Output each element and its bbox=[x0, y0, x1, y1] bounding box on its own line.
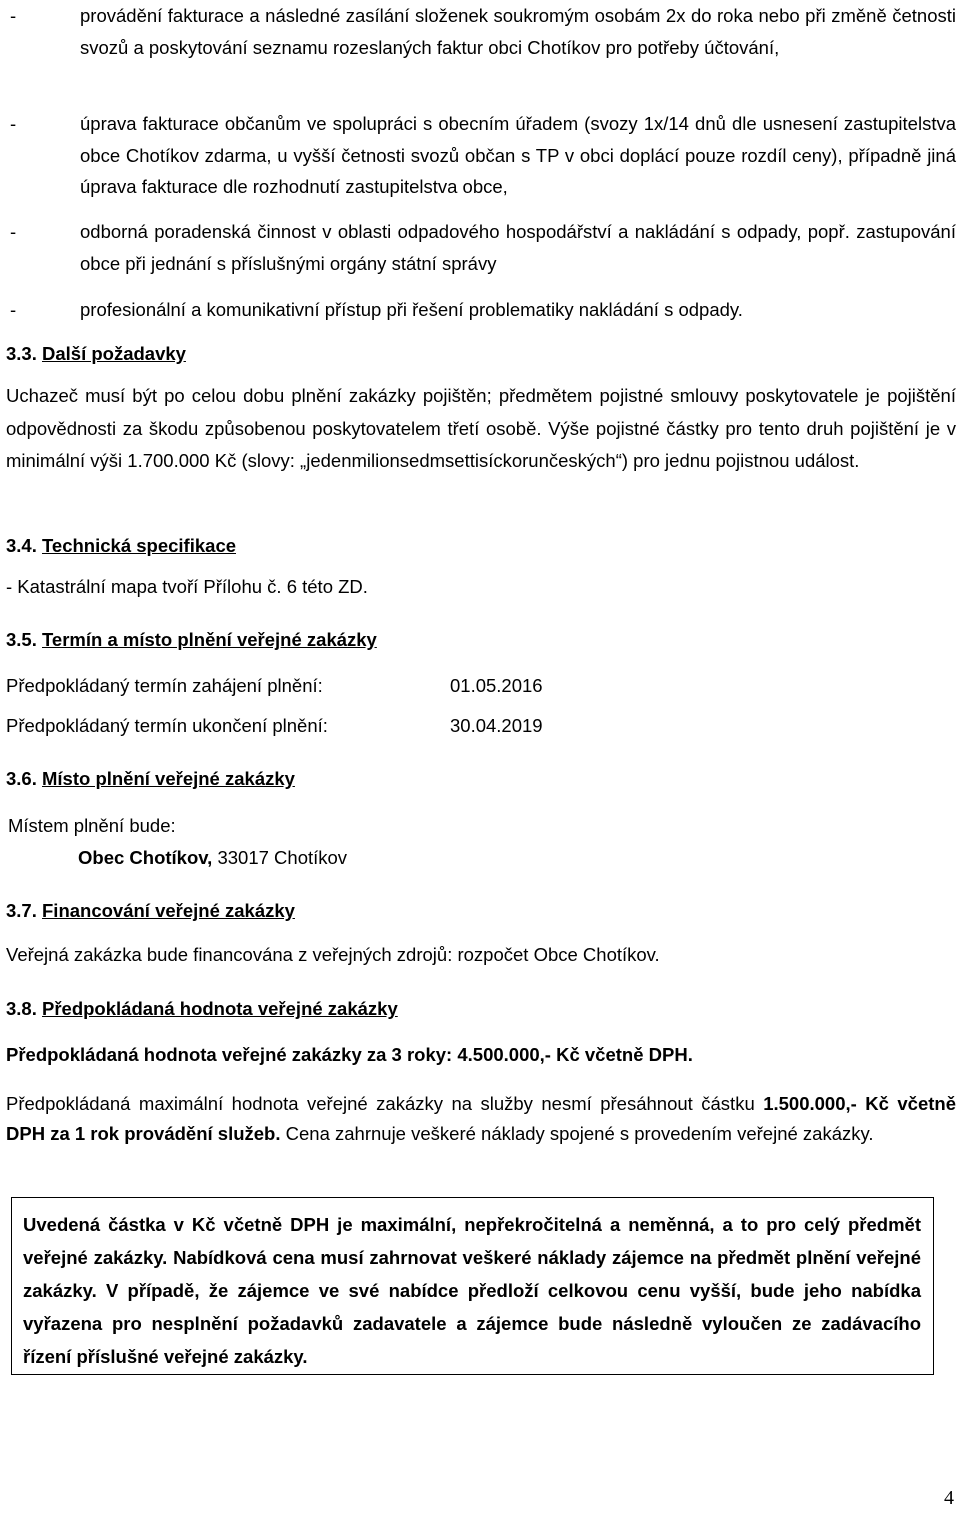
section-heading-3-4 bbox=[6, 534, 236, 558]
place-label: Místem plnění bude: bbox=[8, 815, 176, 836]
bullet-text: odborná poradenská činnost v oblasti odpadového hospodářství a nakládání s odpady, popř. zastupování obce při jednání s příslušnými orgány státní správy bbox=[80, 221, 956, 274]
section-number: 3.8. bbox=[6, 998, 37, 1019]
place-value bbox=[78, 846, 347, 870]
bullet-item-invoicing-adjustment bbox=[10, 108, 956, 203]
bullet-dash: - bbox=[10, 221, 17, 242]
start-date-value: 01.05.2016 bbox=[450, 675, 543, 696]
bullet-text: úprava fakturace občanům ve spolupráci s obecním úřadem (svozy 1x/14 dnů dle usnesení zastupitelstva obce Chotíkov zdarma, u vyšší četnosti svozů občan s TP v obci doplácí pouze rozdíl ceny), případně jiná úprava fakturace dle rozhodnutí zastupitelstva obce, bbox=[80, 113, 956, 197]
max-value-paragraph bbox=[6, 1089, 956, 1149]
section-heading-3-6 bbox=[6, 767, 295, 791]
financing-text: Veřejná zakázka bude financována z veřejných zdrojů: rozpočet Obce Chotíkov. bbox=[6, 944, 660, 965]
max-value-text-a: Předpokládaná maximální hodnota veřejné zakázky na služby nesmí přesáhnout částku bbox=[6, 1093, 764, 1114]
section-title: Předpokládaná hodnota veřejné zakázky bbox=[42, 998, 398, 1019]
start-date-label: Předpokládaný termín zahájení plnění: bbox=[6, 675, 323, 696]
section-title: Technická specifikace bbox=[42, 535, 237, 556]
page-number: 4 bbox=[944, 1487, 954, 1509]
bullet-dash: - bbox=[10, 113, 17, 134]
bullet-item-approach bbox=[10, 294, 956, 326]
bullet-dash: - bbox=[10, 299, 17, 320]
bullet-text: profesionální a komunikativní přístup při řešení problematiky nakládání s odpady. bbox=[80, 299, 743, 320]
section-title: Termín a místo plnění veřejné zakázky bbox=[42, 629, 377, 650]
end-date-row bbox=[6, 714, 543, 738]
bullet-dash: - bbox=[10, 5, 17, 26]
place-address: 33017 Chotíkov bbox=[212, 847, 348, 868]
start-date-row bbox=[6, 674, 543, 698]
section-heading-3-3 bbox=[6, 342, 186, 366]
bullet-text: provádění fakturace a následné zasílání složenek soukromým osobám 2x do roka nebo při změně četnosti svozů a poskytování seznamu rozeslaných faktur obci Chotíkov pro potřeby účtování, bbox=[80, 5, 956, 58]
end-date-value: 30.04.2019 bbox=[450, 715, 543, 736]
section-title: Místo plnění veřejné zakázky bbox=[42, 768, 295, 789]
section-title: Financování veřejné zakázky bbox=[42, 900, 295, 921]
section-heading-3-7 bbox=[6, 899, 295, 923]
price-notice-box: Uvedená částka v Kč včetně DPH je maximální, nepřekročitelná a neměnná, a to pro celý předmět veřejné zakázky. Nabídková cena musí zahrnovat veškeré náklady zájemce na předmět plnění veřejné zakázky. V případě, že zájemce ve své nabídce předloží celkovou cenu vyšší, bude jeho nabídka vyřazena pro nesplnění požadavků zadavatele a zájemce bude následně vyloučen ze zadávacího řízení příslušné veřejné zakázky. bbox=[11, 1197, 934, 1375]
section-number: 3.7. bbox=[6, 900, 37, 921]
max-value-text-c: Cena zahrnuje veškeré náklady spojené s provedením veřejné zakázky. bbox=[280, 1123, 874, 1144]
bullet-item-consulting bbox=[10, 216, 956, 279]
cadastral-map-bullet: - Katastrální mapa tvoří Přílohu č. 6 této ZD. bbox=[6, 576, 368, 597]
section-number: 3.5. bbox=[6, 629, 37, 650]
end-date-label: Předpokládaný termín ukončení plnění: bbox=[6, 715, 328, 736]
section-heading-3-8 bbox=[6, 997, 398, 1021]
section-number: 3.4. bbox=[6, 535, 37, 556]
section-number: 3.3. bbox=[6, 343, 37, 364]
estimated-value-line: Předpokládaná hodnota veřejné zakázky za 3 roky: 4.500.000,- Kč včetně DPH. bbox=[6, 1044, 693, 1065]
section-number: 3.6. bbox=[6, 768, 37, 789]
insurance-paragraph: Uchazeč musí být po celou dobu plnění zakázky pojištěn; předmětem pojistné smlouvy poskytovatele je pojištění odpovědnosti za škodu způsobenou poskytovatelem třetí osobě. Výše pojistné částky pro tento druh pojištění je v minimální výši 1.700.000 Kč (slovy: „jedenmilionsedmsettisíckorunčeských“) pro jednu pojistnou událost. bbox=[6, 385, 956, 471]
place-name: Obec Chotíkov, bbox=[78, 847, 213, 868]
section-heading-3-5 bbox=[6, 628, 377, 652]
bullet-item-invoicing bbox=[10, 0, 956, 63]
section-title: Další požadavky bbox=[42, 343, 186, 364]
max-value-amount: 1.500.000,- Kč včetně DPH za 1 rok provádění služeb. bbox=[6, 1093, 956, 1144]
